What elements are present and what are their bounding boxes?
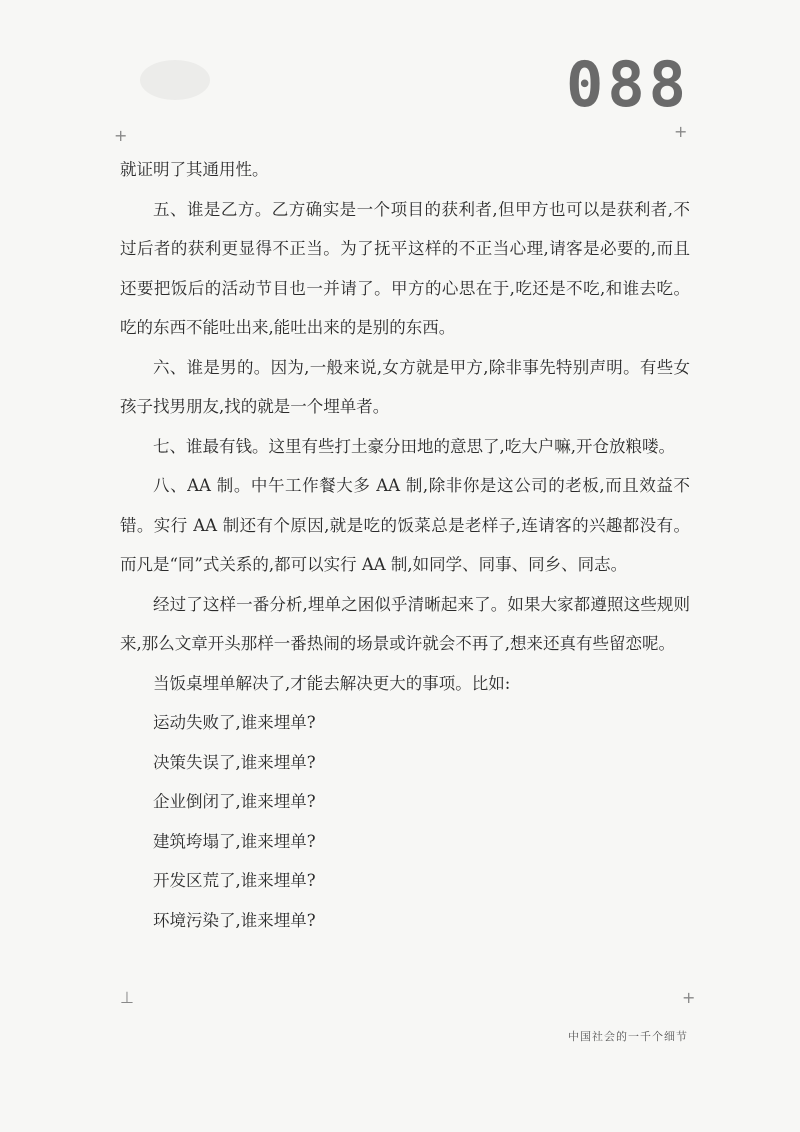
crop-mark-bottom-right: + (682, 988, 696, 1007)
page-number: 088 (566, 48, 690, 121)
paragraph: 经过了这样一番分析,埋单之困似乎清晰起来了。如果大家都遵照这些规则来,那么文章开头那样一番热闹的场景或许就会不再了,想来还真有些留恋呢。 (120, 594, 690, 653)
crop-mark-bottom-left: ⊥ (120, 988, 134, 1007)
list-item: 建筑垮塌了,谁来埋单? (153, 831, 316, 851)
paragraph: 五、谁是乙方。乙方确实是一个项目的获利者,但甲方也可以是获利者,不过后者的获利更显得不正当。为了抚平这样的不正当心理,请客是必要的,而且还要把饭后的活动节目也一并请了。甲方的心思在于,吃还是不吃,和谁去吃。吃的东西不能吐出来,能吐出来的是别的东西。 (120, 199, 690, 337)
list-item: 决策失误了,谁来埋单? (153, 752, 316, 772)
paragraph: 当饭桌埋单解决了,才能去解决更大的事项。比如: (153, 673, 511, 693)
paragraph: 八、AA 制。中午工作餐大多 AA 制,除非你是这公司的老板,而且效益不错。实行 AA 制还有个原因,就是吃的饭菜总是老样子,连请客的兴趣都没有。而凡是“同”式关系的,都可以实行 AA 制,如同学、同事、同乡、同志。 (120, 476, 690, 574)
body-text (120, 150, 690, 940)
list-item: 开发区荒了,谁来埋单? (153, 871, 316, 890)
scan-smudge (140, 60, 210, 100)
running-footer: 中国社会的一千个细节 (568, 1030, 688, 1043)
list-item: 环境污染了,谁来埋单? (153, 910, 316, 930)
paragraph: 六、谁是男的。因为,一般来说,女方就是甲方,除非事先特别声明。有些女孩子找男朋友,找的就是一个埋单者。 (120, 357, 690, 416)
paragraph: 七、谁最有钱。这里有些打土豪分田地的意思了,吃大户嘛,开仓放粮喽。 (153, 436, 675, 456)
crop-mark-top-right: + (674, 122, 688, 141)
paragraph: 就证明了其通用性。 (120, 160, 269, 179)
crop-mark-top-left: + (114, 126, 128, 145)
list-item: 运动失败了,谁来埋单? (153, 713, 316, 732)
list-item: 企业倒闭了,谁来埋单? (153, 792, 316, 811)
